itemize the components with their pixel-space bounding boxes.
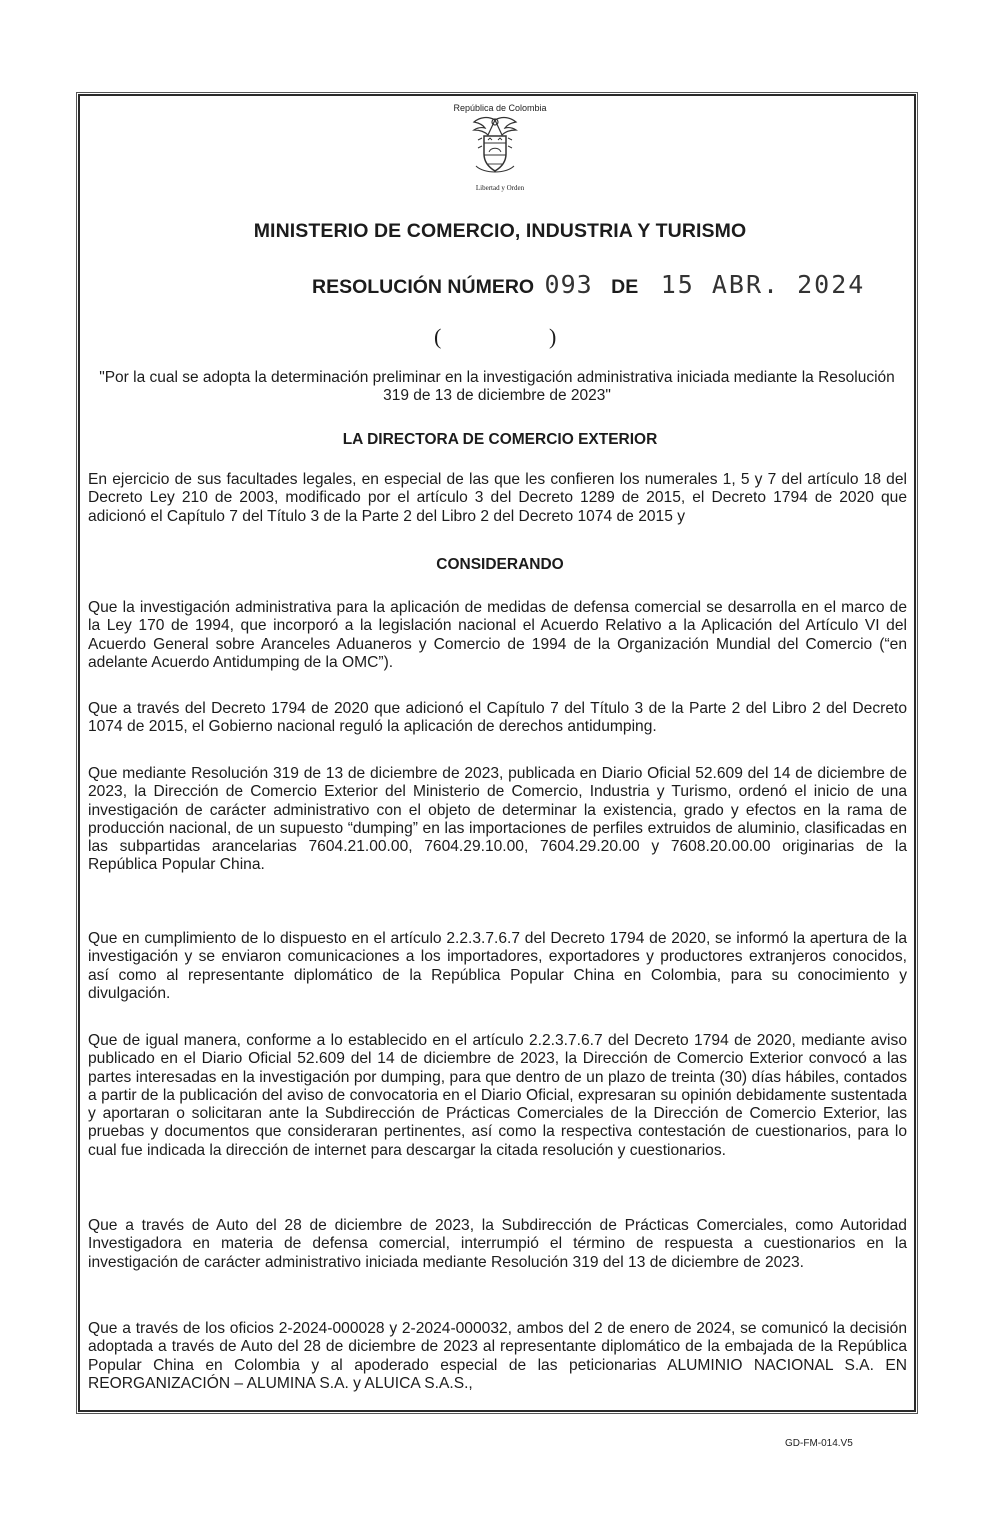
resolution-label: RESOLUCIÓN NÚMERO [312,276,535,298]
republic-label: República de Colombia [453,103,547,113]
resolution-date-stamp: 15 ABR. 2024 [660,270,866,299]
paren-open: ( [434,324,442,349]
paragraph-2 [88,700,907,737]
paragraph-text: Que la investigación administrativa para la aplicación de medidas de defensa comercial se desarrolla en el marco de la Ley 170 de 1994, que incorporó a la legislación nacional el Acuerdo Relativo a la Aplicación del Artículo VI del Acuerdo General sobre Aranceles Aduaneros y Comercio de 1994 de la Organización Mundial del Comercio (“en adelante Acuerdo Antidumping de la OMC”). [88,599,907,671]
paragraph-6 [88,1217,907,1272]
paragraph-7 [88,1320,907,1393]
resolution-de-label: DE [611,276,639,298]
preamble-text: En ejercicio de sus facultades legales, en especial de las que les confieren los numerales 1, 5 y 7 del artículo 18 del Decreto Ley 210 de 2003, modificado por el artículo 3 del Decreto 1289 de 2015, el Decreto 1794 de 2020 que adicionó el Capítulo 7 del Título 3 de la Parte 2 del Libro 2 del Decreto 1074 de 2015 y [88,471,907,525]
paragraph-text: Que de igual manera, conforme a lo establecido en el artículo 2.2.3.7.6.7 del Decreto 1794 de 2020, mediante aviso publicado en el Diario Oficial 52.609 del 14 de diciembre de 2023, la Dirección de Comercio Exterior convocó a las partes interesadas en la investigación por dumping, para que dentro de un plazo de treinta (30) días hábiles, contados a partir de la publicación del aviso de convocatoria en el Diario Oficial, expresaran su opinión debidamente sustentada y aportaran o solicitaran ante la Subdirección de Prácticas Comerciales de la Dirección de Comercio Exterior, las pruebas y documentos que consideraran pertinentes, así como la respectiva contestación de cuestionarios, para lo cual fue indicada la dirección de internet para descargar la citada resolución y cuestionarios. [88,1032,907,1159]
paragraph-4 [88,930,907,1003]
paragraph-1 [88,599,907,672]
paragraph-text: Que en cumplimiento de lo dispuesto en el artículo 2.2.3.7.6.7 del Decreto 1794 de 2020, se informó la apertura de la investigación y se enviaron comunicaciones a los importadores, exportadores y productores extranjeros conocidos, así como al representante diplomático de la República Popular China en Colombia, para su conocimiento y divulgación. [88,930,907,1002]
paragraph-text: Que a través de Auto del 28 de diciembre de 2023, la Subdirección de Prácticas Comerciales, como Autoridad Investigadora en materia de defensa comercial, interrumpió el término de respuesta a cuestionarios en la investigación de carácter administrativo iniciada mediante Resolución 319 del 13 de diciembre de 2023. [88,1217,907,1271]
resolution-subtitle: "Por la cual se adopta la determinación preliminar en la investigación administrativa iniciada mediante la Resolución 319 de 13 de diciembre de 2023" [99,369,895,404]
paragraph-5 [88,1032,907,1160]
paragraph-text: Que mediante Resolución 319 de 13 de diciembre de 2023, publicada en Diario Oficial 52.609 del 14 de diciembre de 2023, la Dirección de Comercio Exterior del Ministerio de Comercio, Industria y Turismo, ordenó el inicio de una investigación de carácter administrativo con el objeto de determinar la existencia, grado y efectos en la rama de producción nacional, de un supuesto “dumping” en las importaciones de perfiles extruidos de aluminio, clasificadas en las subpartidas arancelarias 7604.21.00.00, 7604.29.10.00, 7604.29.20.00 y 7608.20.00.00 originarias de la República Popular China. [88,765,907,874]
resolution-line [312,270,865,299]
paren-close: ) [549,324,557,349]
ministry-title: MINISTERIO DE COMERCIO, INDUSTRIA Y TURISMO [253,220,747,242]
motto-label: Libertad y Orden [475,184,525,192]
paragraph-3 [88,765,907,875]
resolution-number-stamp: 093 [544,270,593,299]
paragraph-text: Que a través de los oficios 2-2024-000028 y 2-2024-000032, ambos del 2 de enero de 2024, se comunicó la decisión adoptada a través de Auto del 28 de diciembre de 2023 al representante diplomático de la embajada de la República Popular China en Colombia y al apoderado especial de las peticionarias ALUMINIO NACIONAL S.A. EN REORGANIZACIÓN – ALUMINA S.A. y ALUICA S.A.S., [88,1320,907,1392]
form-code: GD-FM-014.V5 [785,1438,853,1449]
paragraph-text: Que a través del Decreto 1794 de 2020 que adicionó el Capítulo 7 del Título 3 de la Parte 2 del Libro 2 del Decreto 1074 de 2015, el Gobierno nacional reguló la aplicación de derechos antidumping. [88,700,907,736]
authority-heading: LA DIRECTORA DE COMERCIO EXTERIOR [342,431,658,448]
coat-of-arms-icon [470,114,520,176]
considering-heading: CONSIDERANDO [436,556,564,573]
preamble-paragraph [88,471,907,526]
